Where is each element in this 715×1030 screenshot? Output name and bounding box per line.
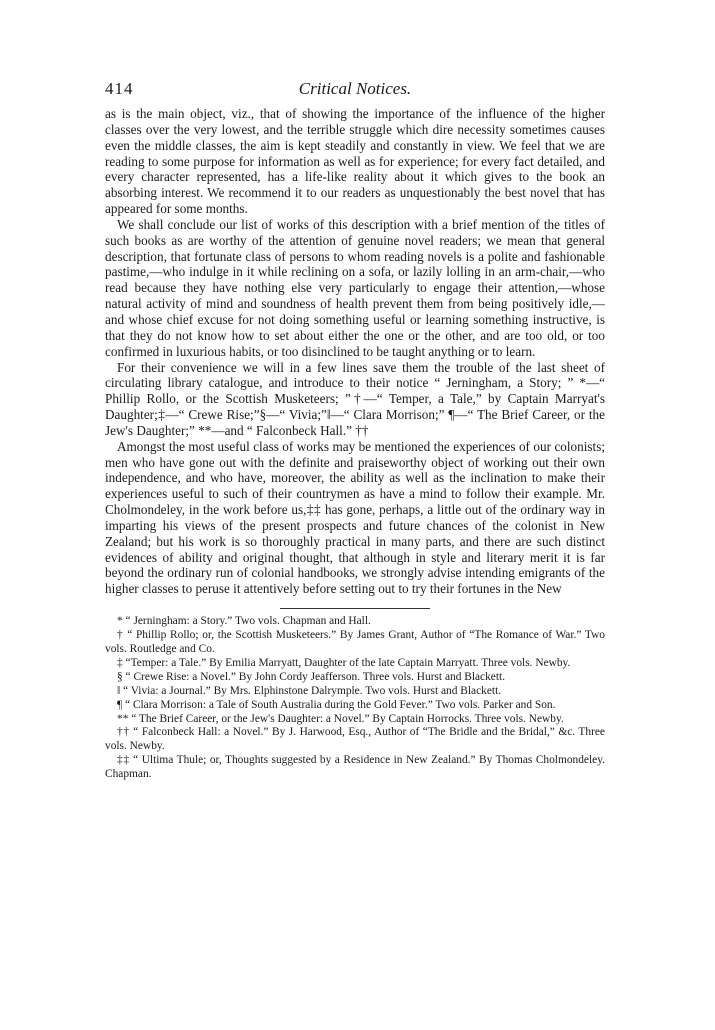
footnote: ** “ The Brief Career, or the Jew's Daughter: a Novel.” By Captain Horrocks. Three vols. Newby. xyxy=(117,712,564,725)
body-text xyxy=(105,106,605,597)
footnote: * “ Jerningham: a Story.” Two vols. Chapman and Hall. xyxy=(117,615,371,628)
book-page xyxy=(105,76,605,782)
page-number: 414 xyxy=(105,79,134,98)
footnote: ‖ “ Vivia: a Journal.” By Mrs. Elphinstone Dalrymple. Two vols. Hurst and Blackett. xyxy=(117,684,502,697)
footnote: § “ Crewe Rise: a Novel.” By John Cordy Jeafferson. Three vols. Hurst and Blackett. xyxy=(117,670,506,683)
footnote: ‡ “Temper: a Tale.” By Emilia Marryatt, Daughter of the late Captain Marryatt. Three vols. Newby. xyxy=(117,656,571,669)
footnote-divider xyxy=(280,608,430,609)
footnote: ‡‡ “ Ultima Thule; or, Thoughts suggested by a Residence in New Zealand.” By Thomas Cholmondeley. Chapman. xyxy=(105,754,605,781)
running-head xyxy=(105,76,605,106)
footnote: †† “ Falconbeck Hall: a Novel.” By J. Harwood, Esq., Author of “The Bridle and the Bridal,” &c. Three vols. Newby. xyxy=(105,726,605,753)
footnote: † “ Phillip Rollo; or, the Scottish Musketeers.” By James Grant, Author of “The Romance of War.” Two vols. Routledge and Co. xyxy=(105,629,605,655)
paragraph: For their convenience we will in a few lines save them the trouble of the last sheet of circulating library catalogue, and introduce to their notice “ Jerningham, a Story; ” *—“ Phillip Rollo, or the Scottish Musketeers; ”†—“ Temper, a Tale,” by Captain Marryat's Daughter;‡—“ Crewe Rise;”§—“ Vivia;”‖—“ Clara Morrison;” ¶—“ The Brief Career, or the Jew's Daughter;” **—and “ Falconbeck Hall.” †† xyxy=(105,359,605,438)
paragraph: We shall conclude our list of works of this description with a brief mention of the titles of such books as are worthy of the attention of genuine novel readers; we mean that general description, that fortunate class of persons to whom reading novels is a polite and fashionable pastime,—who indulge in it while reclining on a sofa, or lazily lolling in an arm-chair,—who read because they have nothing else very particularly to engage their attention,—whose natural activity of mind and soundness of health prevent them from being positively idle,—and whose chief excuse for not doing something useful or learning something instructive, is that they do not know how to set about either the one or the other, and are too old, or too confirmed in luxurious habits, or too disinclined to be taught anything or to learn. xyxy=(105,216,605,359)
running-title: Critical Notices. xyxy=(298,79,412,98)
paragraph: as is the main object, viz., that of showing the importance of the influence of the higher classes over the very lowest, and the terrible struggle which dire necessity sometimes causes even the middle classes, the aim is kept steadily and constantly in view. We feel that we are reading to some purpose for information as well as for experience; for every fact detailed, and every character represented, has a life-like reality about it which gives to the book an absorbing interest. We recommend it to our readers as unquestionably the best novel that has appeared for some months. xyxy=(105,106,605,217)
footnote: ¶ “ Clara Morrison: a Tale of South Australia during the Gold Fever.” Two vols. Parker and Son. xyxy=(117,698,556,711)
footnotes xyxy=(105,615,605,782)
paragraph: Amongst the most useful class of works may be mentioned the experiences of our colonists; men who have gone out with the definite and praiseworthy object of working out their own independence, and who have, moreover, the ability as well as the inclination to make their experiences useful to such of their countrymen as have a mind to follow their example. Mr. Cholmondeley, in the work before us,‡‡ has gone, perhaps, a little out of the ordinary way in imparting his views of the present prospects and future chances of the colonist in New Zealand; but his work is so thoroughly practical in many parts, and there are such distinct evidences of ability and original thought, that although in style and literary merit it is far beyond the ordinary run of colonial handbooks, we strongly advise intending emigrants of the higher classes to peruse it attentively before setting out to try their fortunes in the New xyxy=(105,438,605,597)
